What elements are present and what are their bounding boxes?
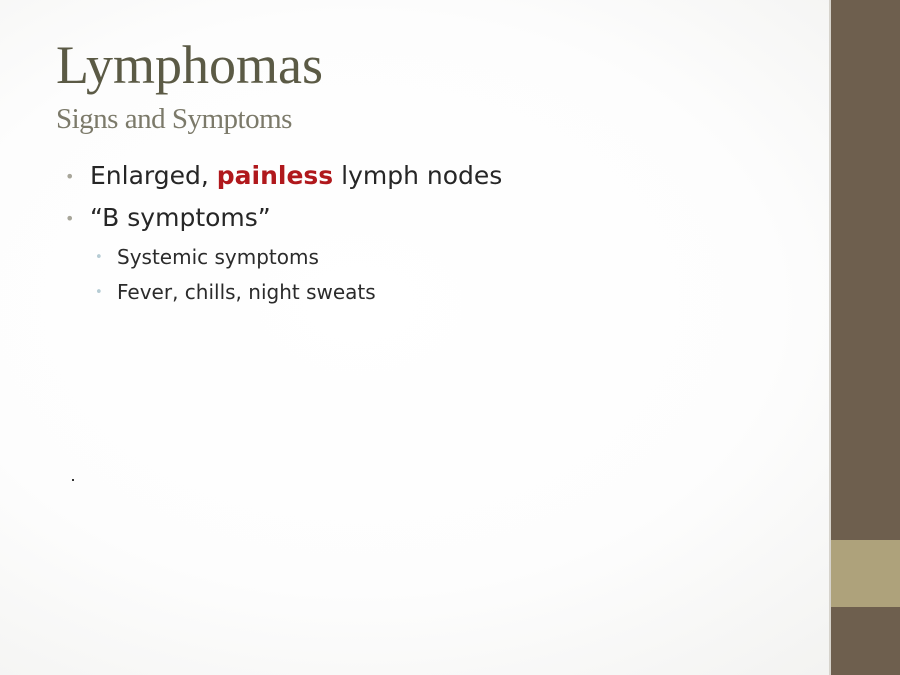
bullet-text-highlight: painless <box>216 161 334 190</box>
slide-subtitle: Signs and Symptoms <box>56 103 292 135</box>
sub-bullet-text: Systemic symptoms <box>117 245 319 269</box>
side-bar <box>831 0 900 675</box>
bullet-list <box>60 163 800 317</box>
bullet-icon: • <box>65 167 75 186</box>
sub-bullet-icon: • <box>95 285 103 300</box>
bullet-item <box>60 205 800 247</box>
bullet-text-pre: Enlarged, <box>90 161 217 190</box>
side-bar-accent <box>831 540 900 607</box>
sub-bullet-icon: • <box>95 250 103 265</box>
bullet-icon: • <box>65 209 75 228</box>
bullet-text-post: lymph nodes <box>333 161 503 190</box>
bullet-item <box>60 163 800 205</box>
sub-bullet-item <box>60 282 800 317</box>
sub-bullet-item <box>60 247 800 282</box>
sub-bullet-text: Fever, chills, night sweats <box>117 280 376 304</box>
slide-title: Lymphomas <box>56 35 323 95</box>
stray-dot <box>72 479 74 481</box>
bullet-text: “B symptoms” <box>90 203 271 232</box>
